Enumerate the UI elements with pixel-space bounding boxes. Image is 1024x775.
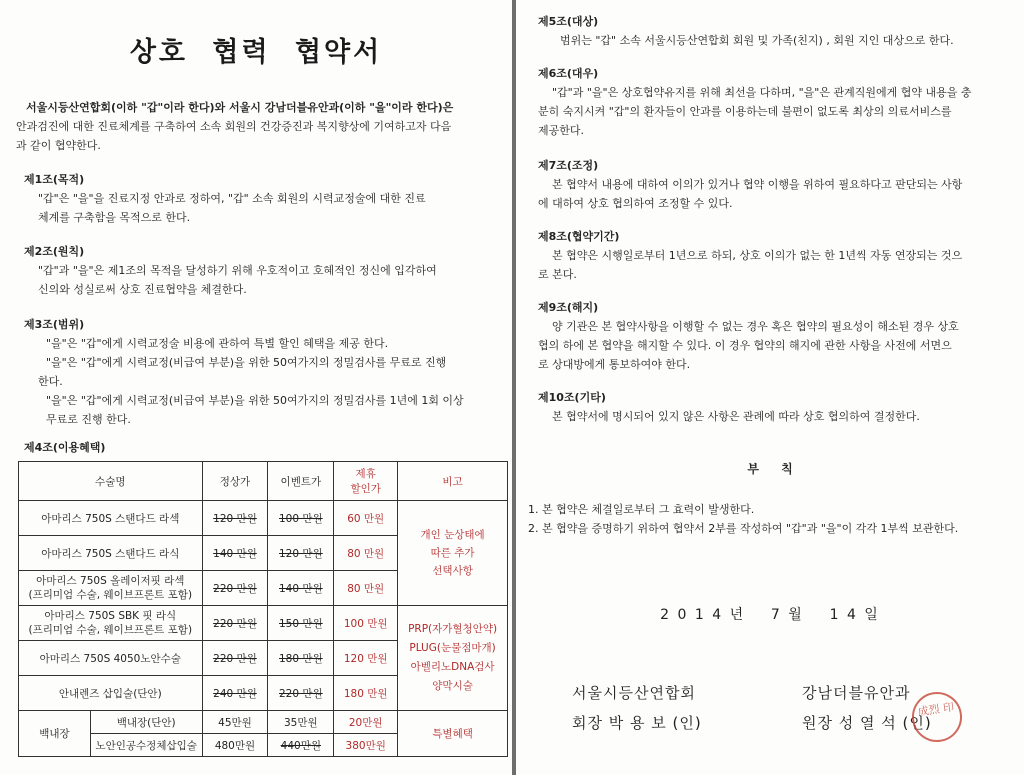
surgery-name	[19, 571, 203, 606]
surgery-name-line: 아마리스 750S 올레이저핏 라섹	[36, 575, 185, 587]
article-7	[538, 156, 1014, 213]
intro-line-1: 서울시등산연합회(이하 "갑"이라 한다)와 서울시 강남더블유안과(이하 "을"이라 한다)은	[26, 101, 454, 114]
header-regular-price: 정상가	[202, 462, 268, 501]
surgery-name	[19, 606, 203, 641]
benefit-table	[18, 461, 508, 757]
note-line: 양막시술	[432, 680, 473, 692]
surgery-name-line: (프리미엄 수술, 웨이브프론트 포함)	[28, 589, 193, 601]
cataract-label: 백내장	[19, 711, 91, 757]
party-a-representative: 회장 박 용 보 (인)	[572, 714, 702, 732]
event-price: 100 만원	[268, 501, 334, 536]
surgery-name: 아마리스 750S 4050노안수술	[19, 641, 203, 676]
note-line: 아벨리노DNA검사	[410, 661, 495, 673]
article-1	[24, 170, 500, 227]
surgery-name-line: (프리미엄 수술, 웨이브프론트 포함)	[28, 624, 193, 636]
article-3-line: 무료로 진행 한다.	[46, 413, 131, 426]
article-9-line: 양 기관은 본 협약사항을 이행할 수 없는 경우 혹은 협약의 필요성이 해소된 경우 상호	[552, 320, 959, 333]
article-2	[24, 242, 500, 299]
supplementary-item: 2. 본 협약을 증명하기 위하여 협약서 2부를 작성하여 "갑"과 "을"이 각각 1부씩 보관한다.	[528, 522, 959, 535]
note-line: 선택사항	[432, 565, 473, 577]
event-price: 440만원	[268, 734, 334, 757]
partner-price: 20만원	[334, 711, 398, 734]
article-6	[538, 64, 1014, 140]
article-1-line: 체계를 구축함을 목적으로 한다.	[38, 211, 191, 224]
event-price: 180 만원	[268, 641, 334, 676]
regular-price: 220 만원	[202, 571, 268, 606]
header-partner-price	[334, 462, 398, 501]
surgery-name: 안내렌즈 삽입술(단안)	[19, 676, 203, 711]
contract-date: 2 0 1 4 년 7 월 1 4 일	[660, 607, 880, 623]
article-9-line: 협의 하에 본 협약을 해지할 수 있다. 이 경우 협약의 해지에 관한 사항을 사전에 서면으	[538, 339, 952, 352]
seal-stamp: 成烈 印	[909, 689, 965, 745]
event-price: 150 만원	[268, 606, 334, 641]
supplementary-item: 1. 본 협약은 체결일로부터 그 효력이 발생한다.	[528, 503, 755, 516]
partner-price: 180 만원	[334, 676, 398, 711]
table-row	[19, 606, 508, 641]
article-10-line: 본 협약서에 명시되어 있지 않은 사항은 관례에 따라 상호 협의하여 결정한다.	[552, 410, 920, 423]
article-6-line: "갑"과 "을"은 상호협약유지를 위해 최선을 다하며, "을"은 관계직원에게 협약 내용을 충	[552, 86, 972, 99]
party-b-representative: 원장 성 열 석 (인)	[802, 714, 932, 732]
article-7-line: 에 대하여 상호 협의하여 조정할 수 있다.	[538, 197, 733, 210]
article-8-line: 본 협약은 시행일로부터 1년으로 하되, 상호 이의가 없는 한 1년씩 자동 연장되는 것으	[552, 249, 963, 262]
article-3-line: "을"은 "갑"에게 시력교정(비급여 부분)을 위한 50여가지의 정밀검사를 1년에 1회 이상	[46, 394, 464, 407]
table-header-row	[19, 462, 508, 501]
article-2-heading: 제2조(원칙)	[24, 245, 85, 258]
article-6-heading: 제6조(대우)	[538, 67, 599, 80]
article-8-line: 로 본다.	[538, 268, 577, 281]
surgery-name: 노안인공수정체삽입술	[90, 734, 202, 757]
surgery-name: 아마리스 750S 스탠다드 라섹	[19, 501, 203, 536]
regular-price: 480만원	[202, 734, 268, 757]
article-9-heading: 제9조(해지)	[538, 301, 599, 314]
article-4	[24, 438, 105, 457]
partner-price: 120 만원	[334, 641, 398, 676]
intro-line-3: 과 같이 협약한다.	[16, 139, 101, 152]
article-5-line: 범위는 "갑" 소속 서울시등산연합회 회원 및 가족(친지) , 회원 지인 대상으로 한다.	[560, 34, 954, 47]
regular-price: 120 만원	[202, 501, 268, 536]
article-5	[538, 12, 1014, 50]
article-5-heading: 제5조(대상)	[538, 15, 599, 28]
note-line: 개인 눈상태에	[420, 529, 485, 541]
article-3-line: "을"은 "갑"에게 시력교정술 비용에 관하여 특별 할인 혜택을 제공 한다.	[46, 337, 389, 350]
partner-price: 60 만원	[334, 501, 398, 536]
article-9-line: 로 상대방에게 통보하여야 한다.	[538, 358, 691, 371]
surgery-name-line: 아마리스 750S SBK 핏 라식	[44, 610, 177, 622]
header-partner-line: 할인가	[350, 483, 381, 495]
article-8-heading: 제8조(협약기간)	[538, 230, 620, 243]
party-a-organization: 서울시등산연합회	[572, 684, 696, 702]
header-partner-line: 제휴	[355, 468, 376, 480]
surgery-name: 백내장(단안)	[90, 711, 202, 734]
note-line: PLUG(눈물점마개)	[409, 642, 496, 654]
article-2-line: 신의와 성실로써 상호 진료협약을 체결한다.	[38, 283, 247, 296]
article-8	[538, 227, 1014, 284]
document-title: 상호 협력 협약서	[129, 37, 383, 68]
intro-line-2: 안과검진에 대한 진료체계를 구축하여 소속 회원의 건강증진과 복지향상에 기여하고자 다음	[16, 120, 452, 133]
table-row	[19, 501, 508, 536]
article-6-line: 분히 숙지시켜 "갑"의 환자들이 안과를 이용하는데 불편이 없도록 최상의 의료서비스를	[538, 105, 952, 118]
partner-price: 100 만원	[334, 606, 398, 641]
note-extra-services	[398, 606, 508, 711]
event-price: 35만원	[268, 711, 334, 734]
regular-price: 140 만원	[202, 536, 268, 571]
right-page	[516, 0, 1024, 775]
event-price: 140 만원	[268, 571, 334, 606]
intro-paragraph	[16, 98, 500, 155]
table-row	[19, 711, 508, 734]
header-event-price: 이벤트가	[268, 462, 334, 501]
note-special-benefit: 특별혜택	[398, 711, 508, 757]
partner-price: 380만원	[334, 734, 398, 757]
regular-price: 45만원	[202, 711, 268, 734]
partner-price: 80 만원	[334, 571, 398, 606]
party-b-organization: 강남더블유안과	[802, 684, 911, 702]
supplementary-title: 부 칙	[747, 462, 793, 476]
note-optional	[398, 501, 508, 606]
article-7-line: 본 협약서 내용에 대하여 이의가 있거나 협약 이행을 위하여 필요하다고 판단되는 사항	[552, 178, 963, 191]
surgery-name: 아마리스 750S 스탠다드 라식	[19, 536, 203, 571]
regular-price: 240 만원	[202, 676, 268, 711]
article-10-heading: 제10조(기타)	[538, 391, 606, 404]
article-2-line: "갑"과 "을"은 제1조의 목적을 달성하기 위해 우호적이고 호혜적인 정신에 입각하여	[38, 264, 437, 277]
regular-price: 220 만원	[202, 641, 268, 676]
note-line: 따른 추가	[430, 547, 475, 559]
event-price: 120 만원	[268, 536, 334, 571]
article-6-line: 제공한다.	[538, 124, 585, 137]
article-3-line: "을"은 "갑"에게 시력교정(비급여 부분)을 위한 50여가지의 정밀검사를 무료로 진행	[46, 356, 447, 369]
header-surgery-name: 수술명	[19, 462, 203, 501]
article-10	[538, 388, 1014, 426]
partner-price: 80 만원	[334, 536, 398, 571]
article-1-heading: 제1조(목적)	[24, 173, 85, 186]
note-line: PRP(자가혈청안약)	[408, 623, 498, 635]
article-3-heading: 제3조(범위)	[24, 318, 85, 331]
regular-price: 220 만원	[202, 606, 268, 641]
event-price: 220 만원	[268, 676, 334, 711]
article-3-line: 한다.	[38, 375, 63, 388]
supplementary-provisions	[528, 500, 1018, 538]
article-9	[538, 298, 1014, 374]
article-7-heading: 제7조(조정)	[538, 159, 599, 172]
article-4-heading: 제4조(이용혜택)	[24, 441, 106, 454]
article-1-line: "갑"은 "을"을 진료지정 안과로 정하여, "갑" 소속 회원의 시력교정술에 대한 진료	[38, 192, 426, 205]
header-note: 비고	[398, 462, 508, 501]
article-3	[24, 315, 500, 429]
